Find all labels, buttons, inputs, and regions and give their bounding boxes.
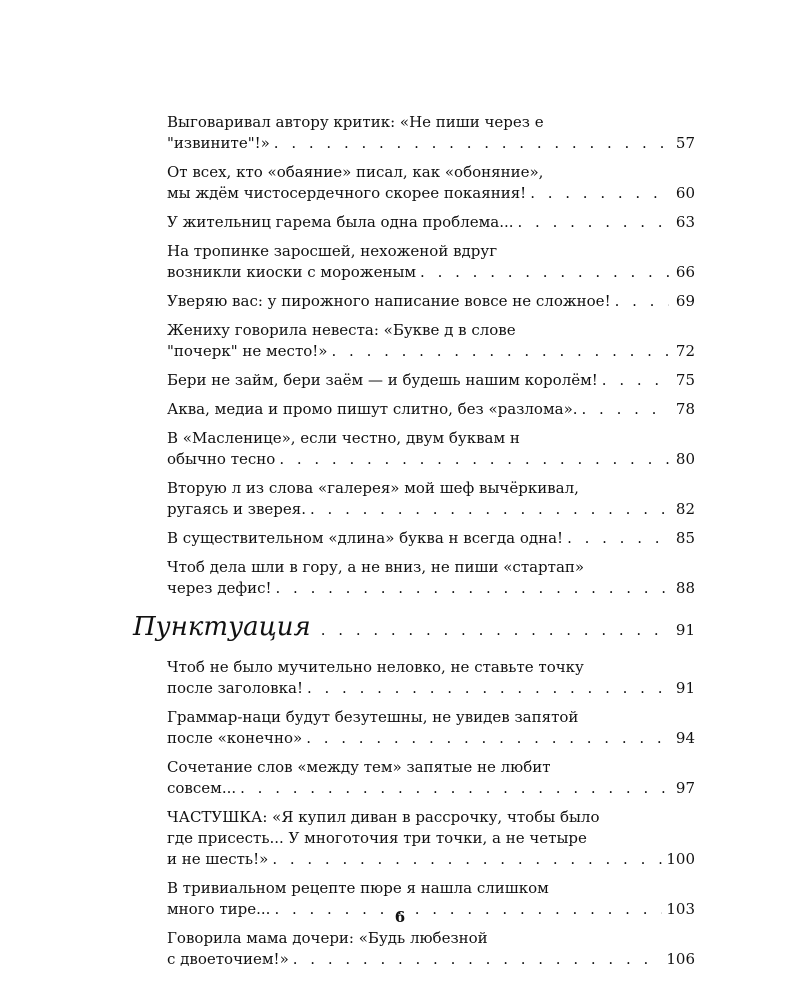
toc-entry-page-number: 91: [675, 679, 695, 697]
dot-leader: [615, 291, 669, 312]
toc-entry[interactable]: [133, 399, 695, 420]
toc-entry-text: через дефис!: [167, 579, 272, 597]
toc-entry-page-number: 82: [675, 500, 695, 518]
toc-entry-text: мы ждём чистосердечного скорее покаяния!: [167, 184, 527, 202]
table-of-contents: [133, 112, 695, 978]
toc-entry-page-number: 66: [675, 263, 695, 281]
toc-entry-text: после «конечно»: [167, 729, 303, 747]
toc-entry-final-line: [167, 849, 695, 870]
dot-leader: [272, 849, 662, 870]
toc-entry[interactable]: [133, 757, 695, 799]
toc-entry-line: где присесть... У многоточия три точки, а не четыре: [167, 829, 587, 847]
dot-leader: [332, 341, 670, 362]
toc-entry-line: В тривиальном рецепте пюре я нашла слишком: [167, 879, 549, 897]
toc-entry-final-line: [167, 528, 695, 549]
toc-entry-final-line: [167, 449, 695, 470]
toc-entry[interactable]: [133, 112, 695, 154]
toc-entry[interactable]: [133, 370, 695, 391]
dot-leader: [276, 578, 669, 599]
toc-group-spelling: [133, 112, 695, 599]
toc-entry-text: Бери не займ, бери заём — и будешь нашим королём!: [167, 371, 598, 389]
toc-entry[interactable]: [133, 807, 695, 870]
toc-entry-page-number: 75: [675, 371, 695, 389]
dot-leader: [279, 449, 669, 470]
dot-leader: [321, 621, 669, 639]
toc-entry-line: Сочетание слов «между тем» запятые не любит: [167, 758, 551, 776]
toc-entry-page-number: 57: [675, 134, 695, 152]
toc-entry-final-line: [167, 499, 695, 520]
dot-leader: [567, 528, 669, 549]
toc-entry-text: много тире...: [167, 900, 271, 918]
toc-entry-text: Уверяю вас: у пирожного написание вовсе не сложное!: [167, 292, 611, 310]
toc-entry-line: В «Масленице», если честно, двум буквам н: [167, 429, 520, 447]
toc-entry-page-number: 100: [666, 850, 695, 868]
dot-leader: [420, 262, 669, 283]
toc-entry-text: У жительниц гарема была одна проблема...: [167, 213, 514, 231]
toc-entry-line: Чтоб не было мучительно неловко, не ставьте точку: [167, 658, 584, 676]
toc-entry-final-line: [167, 341, 695, 362]
toc-entry-text: после заголовка!: [167, 679, 303, 697]
toc-entry-line: От всех, кто «обаяние» писал, как «обоняние»,: [167, 163, 544, 181]
toc-entry[interactable]: [133, 212, 695, 233]
toc-entry-page-number: 78: [675, 400, 695, 418]
toc-entry-text: Аква, медиа и промо пишут слитно, без «разлома».: [167, 400, 578, 418]
section-page-number: 91: [675, 621, 695, 639]
toc-entry-line: На тропинке заросшей, нехоженой вдруг: [167, 242, 498, 260]
toc-entry[interactable]: [133, 162, 695, 204]
toc-entry-final-line: [167, 291, 695, 312]
dot-leader: [602, 370, 669, 391]
dot-leader: [530, 183, 669, 204]
toc-entry[interactable]: [133, 320, 695, 362]
toc-entry-text: совсем...: [167, 779, 237, 797]
toc-entry-page-number: 60: [675, 184, 695, 202]
dot-leader: [274, 133, 669, 154]
toc-entry-page-number: 69: [675, 292, 695, 310]
toc-entry-text: обычно тесно: [167, 450, 276, 468]
toc-entry-line: Чтоб дела шли в гору, а не вниз, не пиши «стартап»: [167, 558, 585, 576]
section-title: Пунктуация: [133, 612, 311, 642]
toc-entry-line: Говорила мама дочери: «Будь любезной: [167, 929, 488, 947]
toc-entry[interactable]: [133, 557, 695, 599]
toc-section-heading[interactable]: [133, 611, 695, 643]
toc-entry-final-line: [167, 578, 695, 599]
toc-entry-text: ругаясь и зверея.: [167, 500, 307, 518]
toc-entry-page-number: 85: [675, 529, 695, 547]
toc-entry-line: Вторую л из слова «галерея» мой шеф вычёркивал,: [167, 479, 579, 497]
toc-entry-final-line: [167, 133, 695, 154]
toc-entry-line: ЧАСТУШКА: «Я купил диван в рассрочку, чтобы было: [167, 808, 600, 826]
toc-entry-page-number: 63: [675, 213, 695, 231]
toc-entry-final-line: [167, 262, 695, 283]
toc-entry-text: В существительном «длина» буква н всегда одна!: [167, 529, 564, 547]
toc-entry-text: "извините"!»: [167, 134, 270, 152]
dot-leader: [306, 728, 669, 749]
toc-entry-final-line: [167, 678, 695, 699]
toc-entry-page-number: 97: [675, 779, 695, 797]
dot-leader: [582, 399, 669, 420]
toc-entry-final-line: [167, 399, 695, 420]
toc-entry-page-number: 106: [666, 950, 695, 968]
toc-entry-page-number: 94: [675, 729, 695, 747]
toc-entry-final-line: [167, 778, 695, 799]
toc-entry-final-line: [167, 183, 695, 204]
toc-entry-line: Граммар-наци будут безутешны, не увидев запятой: [167, 708, 579, 726]
toc-entry-text: возникли киоски с мороженым: [167, 263, 417, 281]
toc-entry[interactable]: [133, 241, 695, 283]
toc-entry-final-line: [167, 212, 695, 233]
toc-entry[interactable]: [133, 528, 695, 549]
toc-entry-final-line: [167, 949, 695, 970]
toc-entry-page-number: 103: [666, 900, 695, 918]
toc-entry[interactable]: [133, 657, 695, 699]
toc-entry[interactable]: [133, 707, 695, 749]
toc-entry-text: "почерк" не место!»: [167, 342, 328, 360]
toc-entry-page-number: 80: [675, 450, 695, 468]
toc-entry-final-line: [167, 728, 695, 749]
page-number: 6: [394, 908, 406, 926]
toc-entry-line: Выговаривал автору критик: «Не пиши через е: [167, 113, 544, 131]
toc-entry[interactable]: [133, 478, 695, 520]
toc-entry-page-number: 88: [675, 579, 695, 597]
toc-entry-page-number: 72: [675, 342, 695, 360]
toc-entry-text: с двоеточием!»: [167, 950, 289, 968]
dot-leader: [240, 778, 669, 799]
dot-leader: [518, 212, 669, 233]
toc-entry[interactable]: [133, 428, 695, 470]
toc-entry[interactable]: [133, 928, 695, 970]
dot-leader: [310, 499, 669, 520]
toc-entry-text: и не шесть!»: [167, 850, 269, 868]
dot-leader: [307, 678, 669, 699]
toc-entry-line: Жениху говорила невеста: «Букве д в слове: [167, 321, 516, 339]
dot-leader: [293, 949, 663, 970]
toc-entry-final-line: [167, 370, 695, 391]
toc-entry[interactable]: [133, 291, 695, 312]
